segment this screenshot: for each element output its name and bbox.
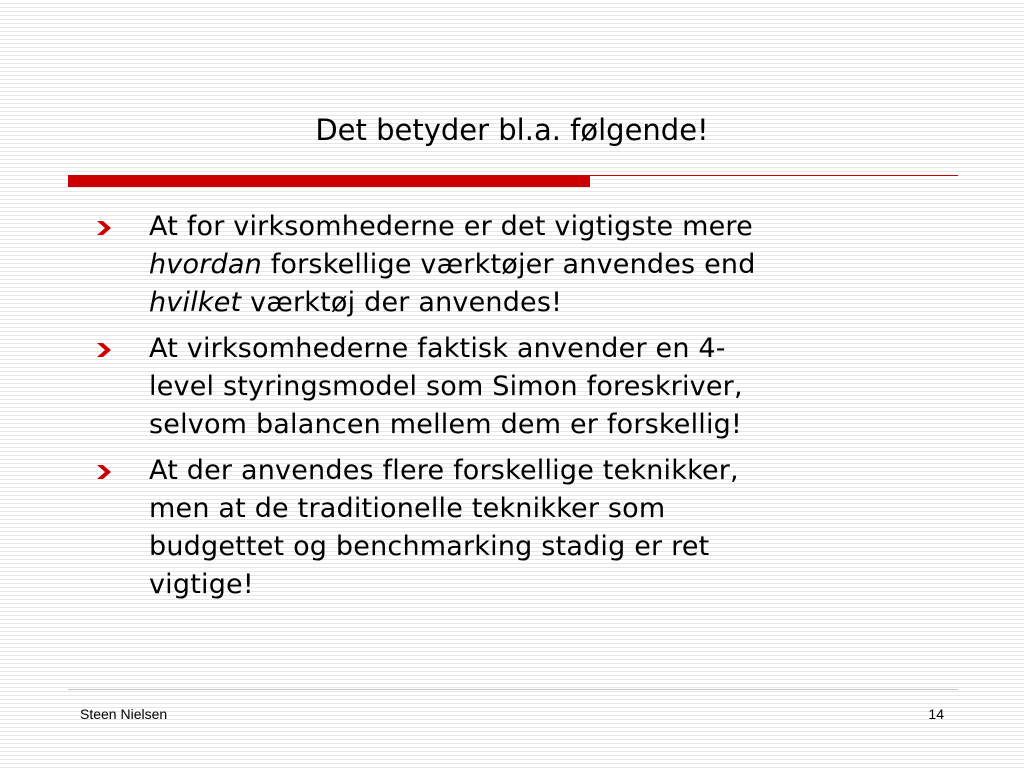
title-underline-thin [590,175,958,176]
footer-divider [68,689,958,690]
red-arrow-bullet-icon [96,464,116,480]
bullet-text: forskellige værktøjer anvendes end [261,249,756,280]
bullet-item [92,208,932,322]
red-arrow-bullet-icon [96,220,116,236]
bullet-text: budgettet og benchmarking stadig er ret [149,531,710,562]
bullet-text: selvom balancen mellem dem er forskellig! [149,409,743,440]
bullet-text: At virksomhederne faktisk anvender en 4- [149,333,726,364]
page-number: 14 [928,706,944,722]
bullet-text: At der anvendes flere forskellige teknikker, [149,455,739,486]
bullet-emphasis: hvordan [149,249,262,280]
bullet-item [92,452,932,604]
bullet-list [92,208,932,612]
bullet-item [92,330,932,444]
footer-author: Steen Nielsen [80,706,168,722]
bullet-text: værktøj der anvendes! [241,287,563,318]
bullet-emphasis: hvilket [149,287,242,318]
bullet-text: level styringsmodel som Simon foreskriver, [149,371,743,402]
title-underline-thick [68,175,590,187]
bullet-text: At for virksomhederne er det vigtigste mere [149,211,753,242]
bullet-text: men at de traditionelle teknikker som [149,493,666,524]
red-arrow-bullet-icon [96,342,116,358]
bullet-text: vigtige! [149,569,254,600]
slide-title: Det betyder bl.a. følgende! [315,113,709,147]
